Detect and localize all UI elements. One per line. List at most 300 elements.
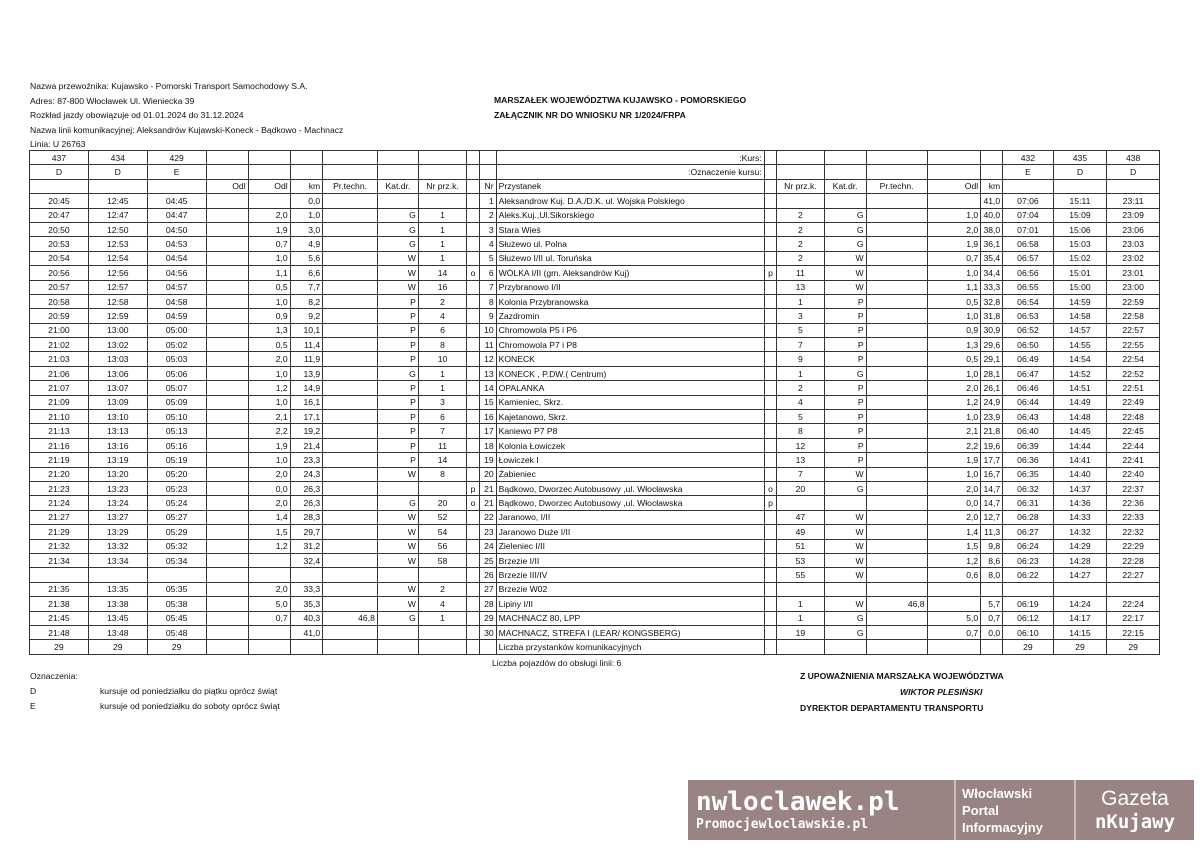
stop-name-cell: KONECK: [496, 352, 764, 366]
distance-cell: 1,0: [927, 366, 981, 380]
legend-title: Oznaczenia:: [30, 671, 78, 681]
stop-number-cell: 28: [479, 597, 496, 611]
distance-cell: [206, 496, 248, 510]
road-number-cell: 11: [418, 438, 466, 452]
timetable-row: [30, 352, 1160, 366]
distance-cell: 1,0: [248, 453, 290, 467]
stop-name-cell: Żabieniec: [496, 467, 764, 481]
departure-time: 23:01: [1107, 266, 1160, 280]
road-category-cell: W: [377, 280, 418, 294]
road-category-cell: [377, 481, 418, 495]
timetable: [29, 150, 1160, 655]
departure-time: 14:52: [1053, 366, 1107, 380]
road-number-cell: 2: [777, 237, 824, 251]
km-cell: 32,4: [290, 553, 323, 567]
prtech-cell: [866, 381, 927, 395]
road-category-cell: W: [377, 582, 418, 596]
watermark-banner: [688, 780, 1194, 840]
kurs-label: :Kurs:: [496, 151, 764, 165]
departure-time: 05:27: [147, 510, 206, 524]
prtech-cell: [323, 597, 378, 611]
road-category-cell: P: [377, 453, 418, 467]
stop-count: 29: [88, 640, 147, 654]
distance-cell: 2,0: [248, 496, 290, 510]
road-number-cell: 1: [418, 366, 466, 380]
departure-time: 22:28: [1107, 553, 1160, 567]
departure-time: 20:50: [30, 222, 89, 236]
departure-time: 14:59: [1053, 294, 1107, 308]
departure-time: 23:03: [1107, 237, 1160, 251]
timetable-row: [30, 338, 1160, 352]
departure-time: 23:00: [1107, 280, 1160, 294]
legend-text: kursuje od poniedziałku do soboty oprócz świąt: [100, 701, 280, 711]
departure-time: 21:23: [30, 481, 89, 495]
distance-cell: [206, 222, 248, 236]
km-cell: 40,3: [290, 611, 323, 625]
km-cell: 9,8: [981, 539, 1003, 553]
departure-time: 22:24: [1107, 597, 1160, 611]
distance-cell: 0,7: [927, 625, 981, 639]
stop-mark-cell: [467, 611, 480, 625]
departure-time: 22:59: [1107, 294, 1160, 308]
stop-mark-cell: [764, 280, 777, 294]
prtech-cell: [323, 481, 378, 495]
stop-number-cell: 9: [479, 309, 496, 323]
road-category-cell: [824, 496, 866, 510]
km-cell: 1,0: [290, 208, 323, 222]
watermark-gazeta-title: Gazeta: [1101, 787, 1169, 810]
stop-mark-cell: [764, 352, 777, 366]
stop-mark-cell: [467, 208, 480, 222]
departure-time: 21:48: [30, 625, 89, 639]
km-cell: 11,9: [290, 352, 323, 366]
prtech-cell: [323, 237, 378, 251]
prtech-cell: [866, 222, 927, 236]
road-number-cell: 1: [418, 251, 466, 265]
stop-mark-cell: [467, 525, 480, 539]
stop-number-cell: 27: [479, 582, 496, 596]
km-cell: 40,0: [981, 208, 1003, 222]
road-number-cell: [418, 568, 466, 582]
distance-cell: 1,0: [248, 366, 290, 380]
distance-cell: [206, 309, 248, 323]
stop-number-cell: 17: [479, 424, 496, 438]
departure-time: 23:06: [1107, 222, 1160, 236]
road-number-cell: 6: [418, 323, 466, 337]
distance-cell: 0,9: [248, 309, 290, 323]
distance-cell: 2,2: [248, 424, 290, 438]
departure-time: 13:45: [88, 611, 147, 625]
road-category-cell: W: [824, 467, 866, 481]
course-mark: E: [1003, 165, 1053, 179]
road-category-cell: G: [377, 237, 418, 251]
distance-cell: 2,1: [927, 424, 981, 438]
departure-time: 21:45: [30, 611, 89, 625]
road-category-cell: P: [377, 381, 418, 395]
departure-time: 12:47: [88, 208, 147, 222]
carrier-name: Nazwa przewoźnika: Kujawsko - Pomorski Transport Samochodowy S.A.: [30, 81, 308, 91]
stop-mark-cell: [467, 251, 480, 265]
distance-cell: 0,0: [248, 481, 290, 495]
stop-mark-cell: [764, 366, 777, 380]
timetable-row: [30, 568, 1160, 582]
road-category-cell: G: [377, 366, 418, 380]
distance-cell: 0,9: [927, 323, 981, 337]
road-number-cell: 56: [418, 539, 466, 553]
departure-time: 13:23: [88, 481, 147, 495]
departure-time: 04:59: [147, 309, 206, 323]
distance-cell: [206, 266, 248, 280]
stop-name-cell: Jaranowo, I/II: [496, 510, 764, 524]
departure-time: 15:06: [1053, 222, 1107, 236]
road-category-cell: W: [824, 251, 866, 265]
distance-cell: 1,0: [248, 251, 290, 265]
timetable-row: [30, 597, 1160, 611]
prtech-cell: [866, 496, 927, 510]
departure-time: 05:19: [147, 453, 206, 467]
departure-time: 21:07: [30, 381, 89, 395]
departure-time: 05:29: [147, 525, 206, 539]
stop-number-cell: 18: [479, 438, 496, 452]
departure-time: 22:45: [1107, 424, 1160, 438]
distance-cell: 0,5: [248, 338, 290, 352]
road-category-cell: G: [824, 222, 866, 236]
stop-mark-cell: [764, 237, 777, 251]
departure-time: 06:49: [1003, 352, 1053, 366]
road-number-cell: 8: [418, 467, 466, 481]
prtech-cell: [866, 309, 927, 323]
watermark-site: [688, 780, 954, 840]
stop-mark-cell: [764, 611, 777, 625]
distance-cell: 1,9: [248, 222, 290, 236]
stop-mark-cell: [467, 280, 480, 294]
course-mark: D: [30, 165, 89, 179]
watermark-site-name: nwloclawek.pl: [696, 787, 900, 817]
road-category-cell: W: [824, 568, 866, 582]
prtech-cell: [323, 194, 378, 208]
stop-number-cell: 1: [479, 194, 496, 208]
stop-mark-cell: [467, 222, 480, 236]
road-number-cell: 7: [777, 338, 824, 352]
col-header-prtech: Pr.techn.: [866, 179, 927, 193]
stop-number-cell: 2: [479, 208, 496, 222]
km-cell: 28,3: [290, 510, 323, 524]
departure-time: 13:02: [88, 338, 147, 352]
stop-name-cell: Kolonia Przybranowska: [496, 294, 764, 308]
road-number-cell: 6: [418, 410, 466, 424]
km-cell: 3,0: [290, 222, 323, 236]
course-number: 438: [1107, 151, 1160, 165]
departure-time: 23:11: [1107, 194, 1160, 208]
stop-mark-cell: [764, 251, 777, 265]
timetable-row: [30, 496, 1160, 510]
km-cell: 16,7: [981, 467, 1003, 481]
departure-time: 12:45: [88, 194, 147, 208]
prtech-cell: [323, 381, 378, 395]
km-cell: 8,2: [290, 294, 323, 308]
timetable-row: [30, 251, 1160, 265]
timetable-row: [30, 381, 1160, 395]
distance-cell: [206, 510, 248, 524]
road-number-cell: 1: [777, 294, 824, 308]
signature-authorization: Z UPOWAŻNIENIA MARSZAŁKA WOJEWÓDZTWA: [800, 671, 1004, 681]
stop-mark-cell: [764, 222, 777, 236]
stop-mark-cell: [467, 424, 480, 438]
road-number-cell: 54: [418, 525, 466, 539]
prtech-cell: [866, 568, 927, 582]
prtech-cell: [866, 323, 927, 337]
stop-number-cell: 7: [479, 280, 496, 294]
stop-mark-cell: [764, 467, 777, 481]
km-cell: 14,7: [981, 481, 1003, 495]
distance-cell: 2,0: [927, 381, 981, 395]
stop-name-cell: Łowiczek I: [496, 453, 764, 467]
stop-number-cell: 15: [479, 395, 496, 409]
departure-time: 13:27: [88, 510, 147, 524]
prtech-cell: [866, 539, 927, 553]
line-number: Linia: U 26763: [30, 139, 86, 149]
departure-time: 22:52: [1107, 366, 1160, 380]
departure-time: 22:33: [1107, 510, 1160, 524]
departure-time: 06:52: [1003, 323, 1053, 337]
km-cell: 29,6: [981, 338, 1003, 352]
distance-cell: [206, 208, 248, 222]
departure-time: 21:29: [30, 525, 89, 539]
stop-name-cell: KONECK , P.DW.( Centrum): [496, 366, 764, 380]
road-category-cell: W: [377, 467, 418, 481]
km-cell: 7,7: [290, 280, 323, 294]
distance-cell: [248, 553, 290, 567]
distance-cell: 1,5: [248, 525, 290, 539]
distance-cell: 1,9: [927, 237, 981, 251]
km-cell: 24,9: [981, 395, 1003, 409]
distance-cell: [206, 553, 248, 567]
stop-name-cell: Kaniewo P7 P8: [496, 424, 764, 438]
distance-cell: [206, 395, 248, 409]
road-number-cell: 11: [777, 266, 824, 280]
road-number-cell: 55: [777, 568, 824, 582]
road-category-cell: W: [824, 280, 866, 294]
departure-time: 05:38: [147, 597, 206, 611]
km-cell: 6,6: [290, 266, 323, 280]
stop-mark-cell: [467, 395, 480, 409]
road-number-cell: 1: [418, 222, 466, 236]
road-category-cell: W: [824, 539, 866, 553]
prtech-cell: [323, 424, 378, 438]
attachment-ref: ZAŁĄCZNIK NR DO WNIOSKU NR 1/2024/FRPA: [494, 109, 686, 120]
departure-time: 21:10: [30, 410, 89, 424]
stop-mark-cell: [467, 338, 480, 352]
departure-time: 14:55: [1053, 338, 1107, 352]
departure-time: 14:51: [1053, 381, 1107, 395]
departure-time: 06:35: [1003, 467, 1053, 481]
col-header-nr: Nr: [479, 179, 496, 193]
road-number-cell: [777, 194, 824, 208]
road-number-cell: 16: [418, 280, 466, 294]
stop-number-cell: 29: [479, 611, 496, 625]
prtech-cell: [866, 251, 927, 265]
departure-time: 06:12: [1003, 611, 1053, 625]
stop-mark-cell: [764, 194, 777, 208]
stop-mark-cell: [764, 294, 777, 308]
stop-mark-cell: [764, 525, 777, 539]
prtech-cell: [323, 280, 378, 294]
road-number-cell: 1: [777, 366, 824, 380]
km-cell: 19,2: [290, 424, 323, 438]
watermark-site-promo: Promocjewloclawskie.pl: [696, 817, 869, 832]
departure-time: 13:48: [88, 625, 147, 639]
departure-time: [88, 568, 147, 582]
stop-name-cell: Zazdromin: [496, 309, 764, 323]
oznaczenie-label: :Oznaczenie kursu:: [496, 165, 764, 179]
km-cell: 23,3: [290, 453, 323, 467]
distance-cell: [927, 597, 981, 611]
departure-time: 05:34: [147, 553, 206, 567]
stop-mark-cell: [467, 453, 480, 467]
road-category-cell: P: [377, 309, 418, 323]
km-cell: 5,6: [290, 251, 323, 265]
road-category-cell: W: [824, 525, 866, 539]
departure-time: 14:32: [1053, 525, 1107, 539]
road-category-cell: G: [824, 611, 866, 625]
departure-time: 04:53: [147, 237, 206, 251]
line-name: Nazwa linii komunikacyjnej: Aleksandrów Kujawski-Koneck - Bądkowo - Machnacz: [30, 124, 344, 135]
stop-mark-cell: [467, 237, 480, 251]
distance-cell: 0,5: [248, 280, 290, 294]
km-cell: 5,7: [981, 597, 1003, 611]
distance-cell: [206, 352, 248, 366]
road-category-cell: P: [824, 309, 866, 323]
departure-time: 04:45: [147, 194, 206, 208]
distance-cell: 0,6: [927, 568, 981, 582]
stop-name-cell: Aleks.Kuj.,Ul.Sikorskiego: [496, 208, 764, 222]
distance-cell: 1,2: [927, 395, 981, 409]
distance-cell: 1,2: [927, 553, 981, 567]
road-category-cell: P: [824, 323, 866, 337]
distance-cell: [206, 237, 248, 251]
timetable-body: [30, 151, 1160, 655]
departure-time: 20:45: [30, 194, 89, 208]
departure-time: 05:02: [147, 338, 206, 352]
departure-time: 13:34: [88, 553, 147, 567]
km-cell: 4,9: [290, 237, 323, 251]
road-number-cell: 52: [418, 510, 466, 524]
prtech-cell: [323, 366, 378, 380]
distance-cell: 1,2: [248, 381, 290, 395]
stop-mark-cell: p: [764, 266, 777, 280]
road-number-cell: 4: [777, 395, 824, 409]
departure-time: 22:54: [1107, 352, 1160, 366]
road-category-cell: [377, 625, 418, 639]
stop-name-cell: OPALANKA: [496, 381, 764, 395]
legend-key: D: [30, 686, 37, 696]
timetable-row: [30, 323, 1160, 337]
validity-period: Rozkład jazdy obowiązuje od 01.01.2024 do 31.12.2024: [30, 110, 244, 120]
distance-cell: [248, 568, 290, 582]
stop-mark-cell: p: [764, 496, 777, 510]
departure-time: 12:56: [88, 266, 147, 280]
road-category-cell: W: [377, 525, 418, 539]
departure-time: 22:29: [1107, 539, 1160, 553]
departure-time: 20:56: [30, 266, 89, 280]
departure-time: 22:32: [1107, 525, 1160, 539]
km-cell: 21,8: [981, 424, 1003, 438]
departure-time: 05:20: [147, 467, 206, 481]
stop-mark-cell: [467, 294, 480, 308]
course-number: 434: [88, 151, 147, 165]
stop-mark-cell: [467, 597, 480, 611]
departure-time: 21:38: [30, 597, 89, 611]
road-number-cell: [418, 481, 466, 495]
road-category-cell: G: [377, 611, 418, 625]
departure-time: 06:36: [1003, 453, 1053, 467]
distance-cell: [206, 539, 248, 553]
distance-cell: [927, 582, 981, 596]
stop-mark-cell: [764, 438, 777, 452]
stop-number-cell: 30: [479, 625, 496, 639]
stop-name-cell: MACHNACZ 80, LPP: [496, 611, 764, 625]
km-cell: 21,4: [290, 438, 323, 452]
stop-count: 29: [1003, 640, 1053, 654]
departure-time: 21:19: [30, 453, 89, 467]
stop-mark-cell: [764, 424, 777, 438]
road-number-cell: 13: [777, 453, 824, 467]
distance-cell: [206, 338, 248, 352]
departure-time: 20:54: [30, 251, 89, 265]
course-mark: D: [88, 165, 147, 179]
road-number-cell: 1: [777, 611, 824, 625]
km-cell: 35,4: [981, 251, 1003, 265]
col-header-katdr: Kat.dr.: [824, 179, 866, 193]
departure-time: 20:58: [30, 294, 89, 308]
departure-time: 13:03: [88, 352, 147, 366]
km-cell: 12,7: [981, 510, 1003, 524]
watermark-portal-line: Informacyjny: [962, 819, 1043, 835]
carrier-address: Adres: 87-800 Włocławek Ul. Wieniecka 39: [30, 95, 195, 106]
departure-time: 06:47: [1003, 366, 1053, 380]
distance-cell: [927, 194, 981, 208]
departure-time: 21:06: [30, 366, 89, 380]
km-cell: 32,8: [981, 294, 1003, 308]
prtech-cell: [323, 294, 378, 308]
stop-name-cell: Kolonia Łowiczek: [496, 438, 764, 452]
road-number-cell: 1: [418, 208, 466, 222]
stop-name-cell: Chromowola P7 i P8: [496, 338, 764, 352]
departure-time: 05:03: [147, 352, 206, 366]
timetable-row: [30, 222, 1160, 236]
km-cell: 36,1: [981, 237, 1003, 251]
stop-name-cell: Bądkowo, Dworzec Autobusowy ,ul. Włocławska: [496, 496, 764, 510]
watermark-portal-line: Portal: [962, 802, 999, 818]
road-category-cell: P: [377, 338, 418, 352]
km-cell: 33,3: [290, 582, 323, 596]
col-header-km: km: [981, 179, 1003, 193]
distance-cell: 0,0: [927, 496, 981, 510]
prtech-cell: [866, 467, 927, 481]
departure-time: 22:37: [1107, 481, 1160, 495]
road-category-cell: [824, 582, 866, 596]
stop-name-cell: Lipiny I/II: [496, 597, 764, 611]
departure-time: 06:40: [1003, 424, 1053, 438]
stop-name-cell: WÓLKA I/II (gm. Aleksandrów Kuj): [496, 266, 764, 280]
road-number-cell: 8: [418, 338, 466, 352]
departure-time: 14:28: [1053, 553, 1107, 567]
km-cell: 31,2: [290, 539, 323, 553]
departure-time: 04:47: [147, 208, 206, 222]
stop-mark-cell: [467, 510, 480, 524]
legend-key: E: [30, 701, 36, 711]
departure-time: 15:02: [1053, 251, 1107, 265]
